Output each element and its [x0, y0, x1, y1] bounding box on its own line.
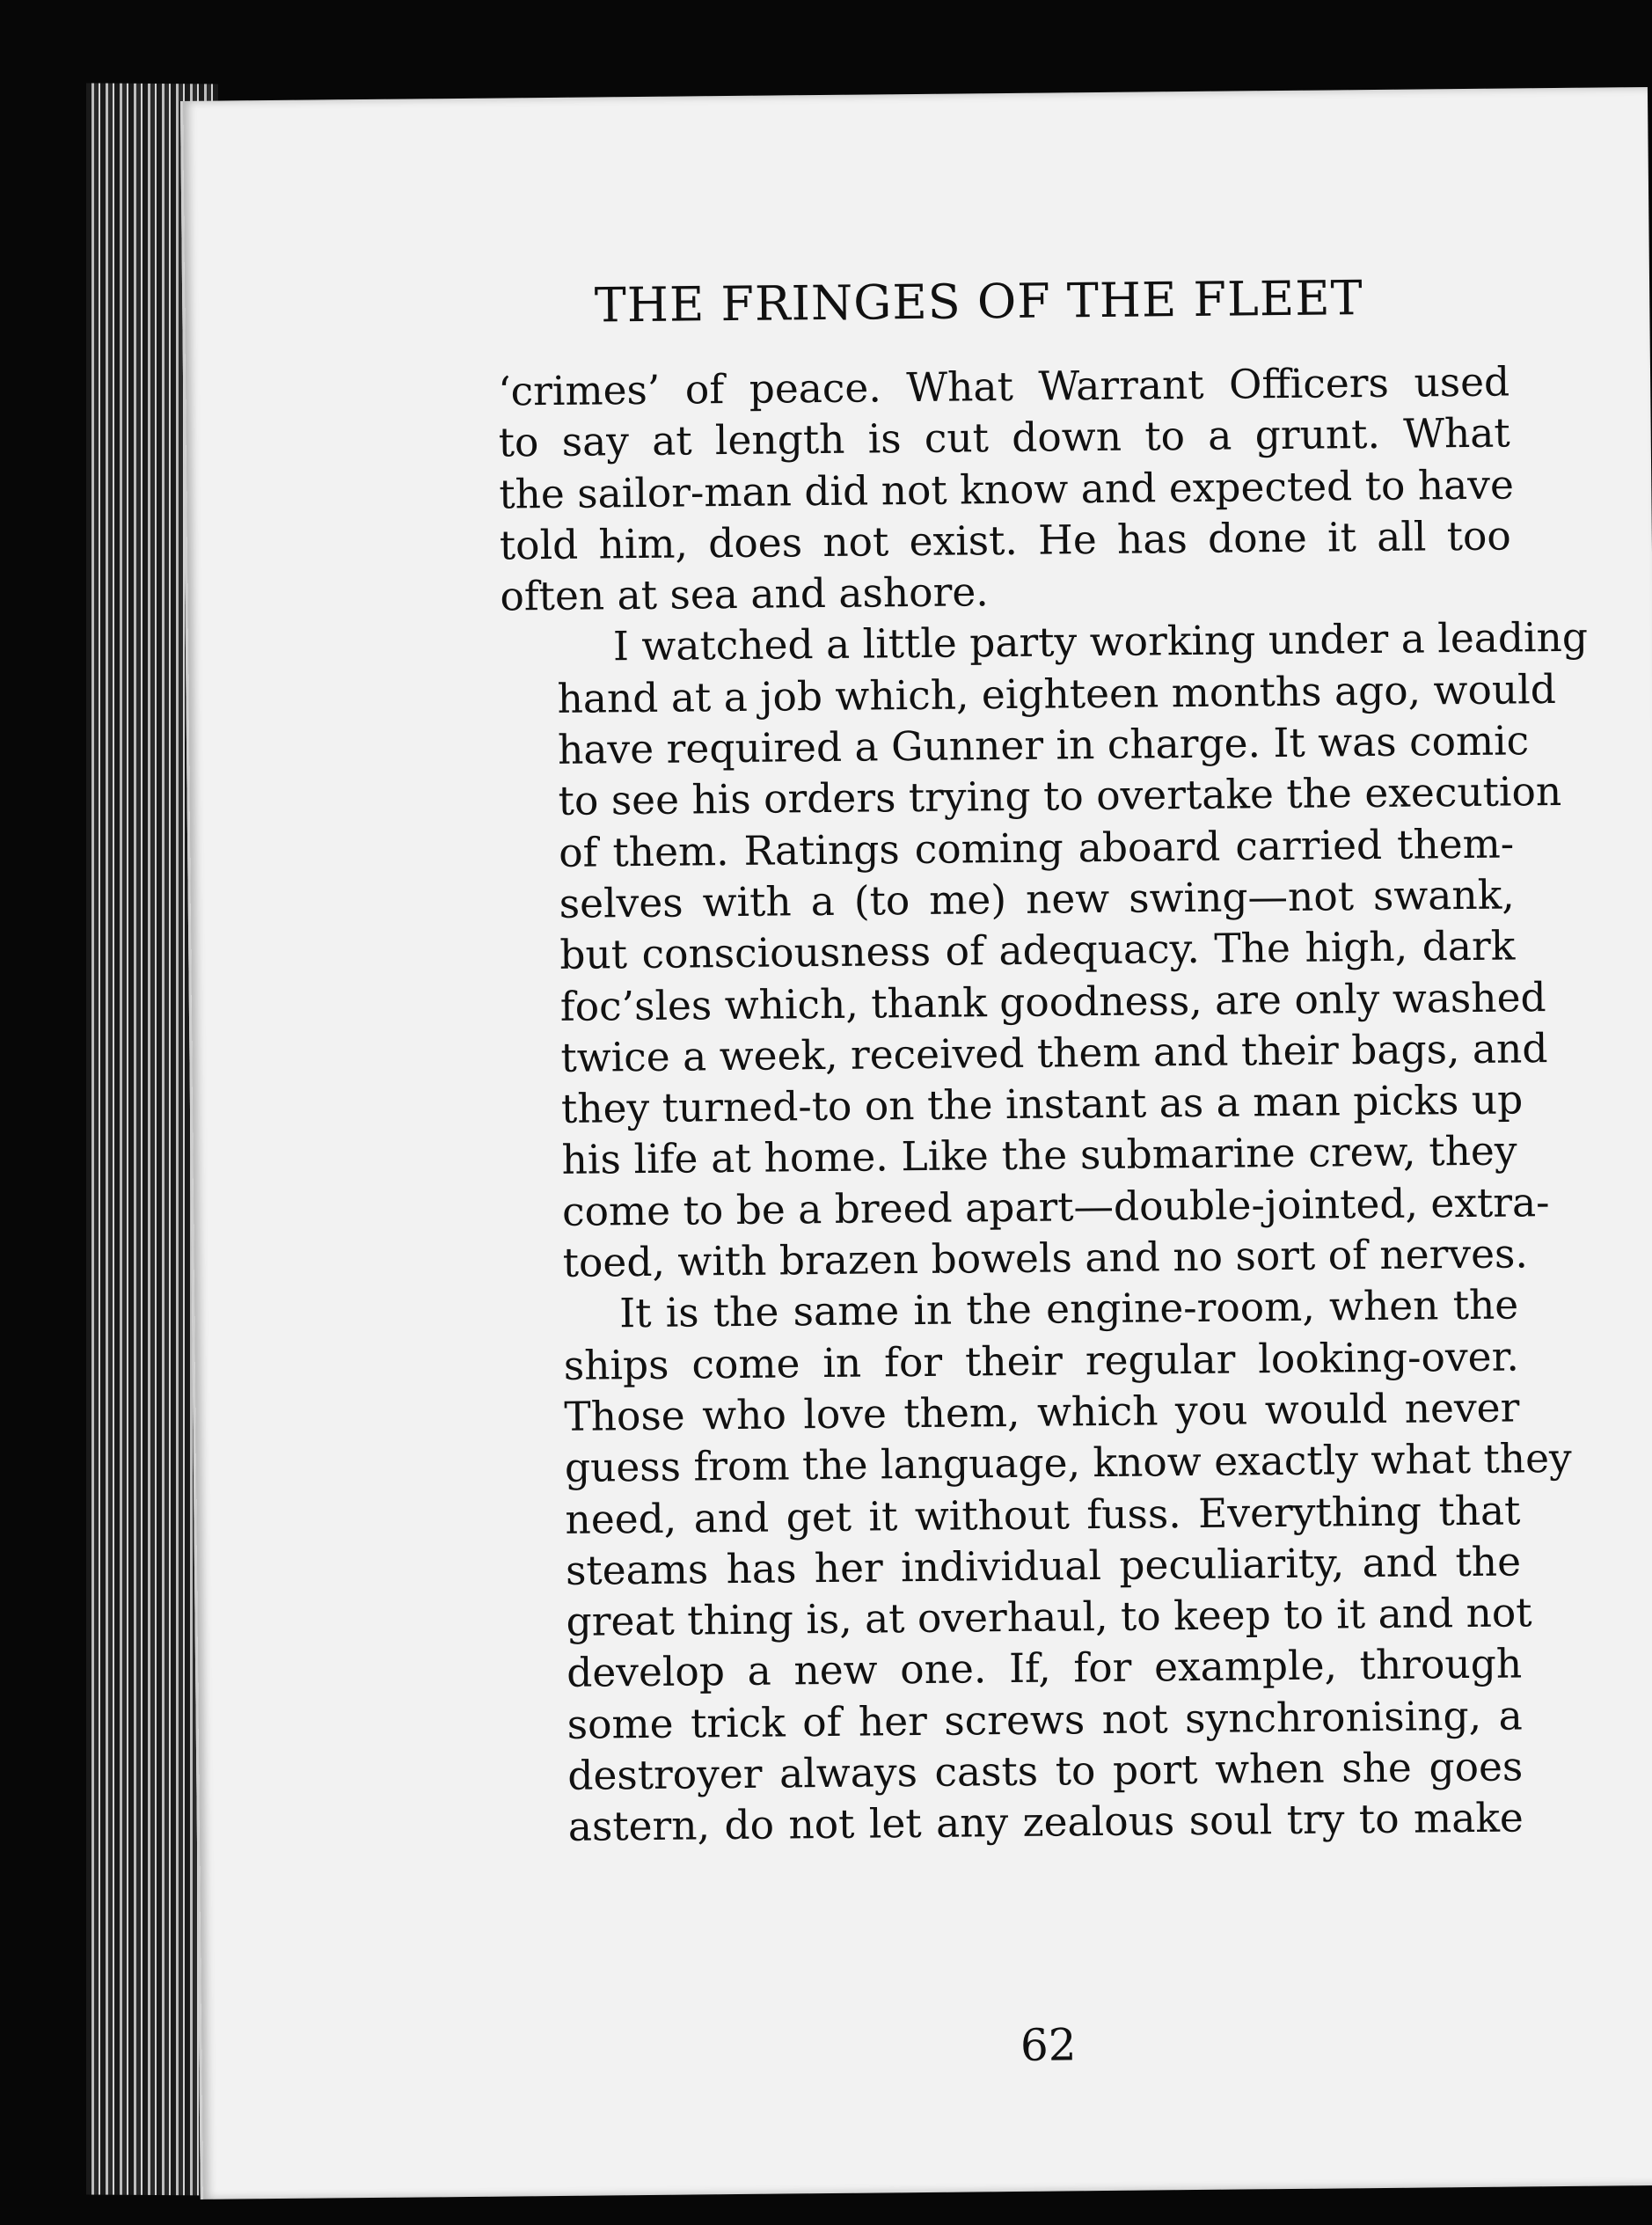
text-line: foc’sles which, thank goodness, are only washed [559, 973, 1546, 1030]
text-line: come to be a breed apart—double-jointed, extra- [561, 1178, 1550, 1235]
text-line: ships come in for their regular looking-over. [563, 1333, 1520, 1389]
text-line: his life at home. Like the submarine crew, they [561, 1127, 1517, 1184]
text-line: hand at a job which, eighteen months ago, would [557, 665, 1557, 722]
text-line: toed, with brazen bowels and no sort of nerves. [562, 1230, 1529, 1286]
text-line: to see his orders trying to overtake the execution [558, 768, 1562, 825]
paragraph-1 [497, 357, 1515, 624]
running-head: THE FRINGES OF THE FLEET [594, 270, 1363, 333]
text-line: destroyer always casts to port when she goes [567, 1743, 1524, 1799]
text-line: they turned-to on the instant as a man picks up [560, 1076, 1524, 1133]
page-number: 62 [1020, 2019, 1077, 2071]
paragraph-3 [507, 1280, 1572, 1854]
text-line: told him, does not exist. He has done it all too [499, 512, 1512, 569]
text-line: of them. Ratings coming aboard carried them- [558, 820, 1515, 876]
text-line: some trick of her screws not synchronising, a [567, 1692, 1523, 1748]
text-line: steams has her individual peculiarity, and the [565, 1538, 1522, 1594]
text-line: I watched a little party working under a leading [612, 614, 1589, 670]
text-line: the sailor-man did not know and expected to have [499, 461, 1515, 518]
book-page [180, 87, 1652, 2199]
text-line: ‘crimes’ of peace. What Warrant Officers used [497, 358, 1510, 415]
text-line: need, and get it without fuss. Everything that [565, 1486, 1521, 1543]
text-line: twice a week, received them and their bags, and [560, 1024, 1548, 1081]
text-line: great thing is, at overhaul, to keep to it and not [566, 1589, 1532, 1645]
text-line: develop a new one. If, for example, through [566, 1640, 1523, 1697]
text-line: astern, do not let any zealous soul try to make [567, 1794, 1524, 1851]
text-line: but consciousness of adequacy. The high, dark [559, 922, 1516, 979]
body-text [497, 357, 1589, 1855]
text-line: to say at length is cut down to a grunt. What [498, 409, 1510, 466]
text-line: It is the same in the engine-room, when the [618, 1281, 1519, 1337]
text-line: Those who love them, which you would never [564, 1384, 1520, 1440]
text-line: have required a Gunner in charge. It was comic [557, 717, 1530, 773]
text-line: guess from the language, know exactly what they [564, 1435, 1572, 1492]
paragraph-2 [501, 613, 1589, 1290]
text-line: selves with a (to me) new swing—not swank, [559, 871, 1515, 927]
text-line: often at sea and ashore. [500, 568, 989, 620]
